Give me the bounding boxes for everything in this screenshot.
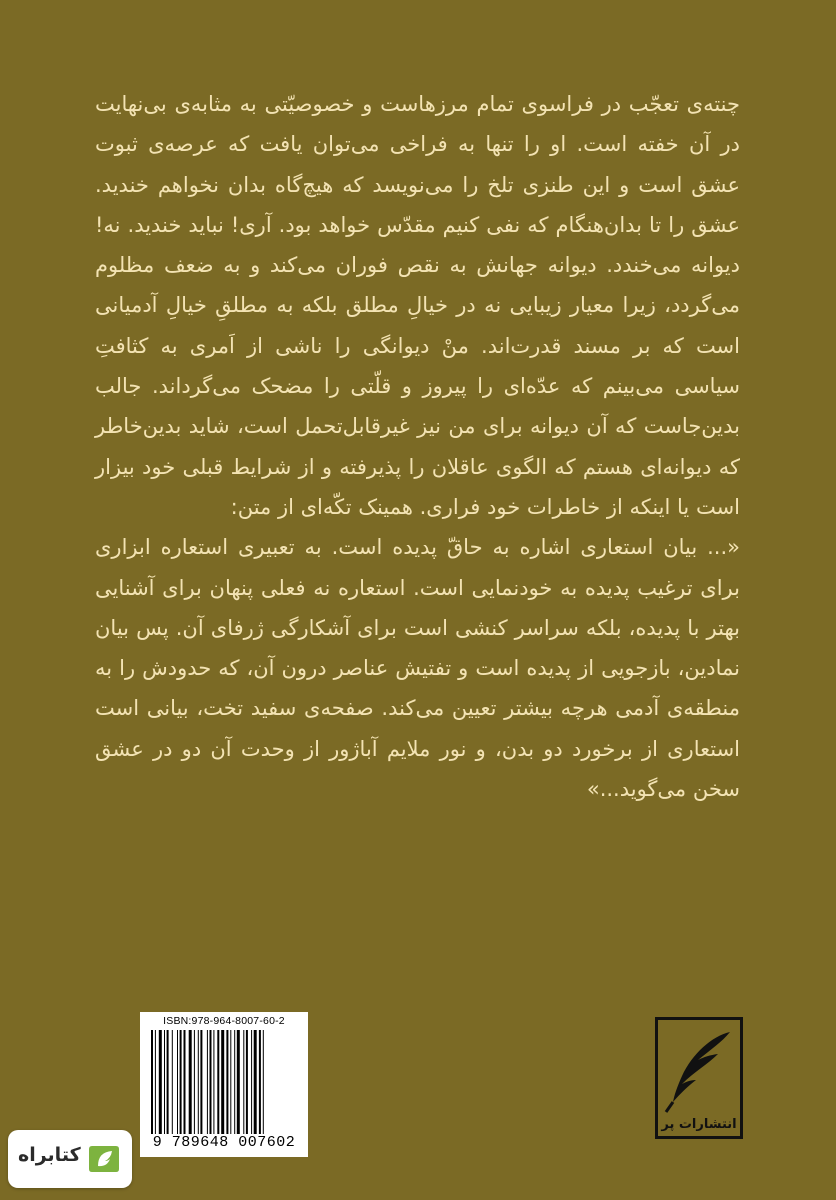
barcode-stripe <box>210 1030 212 1134</box>
barcode-stripe <box>167 1030 169 1134</box>
blurb-text <box>95 84 740 809</box>
ketabrah-logo-icon <box>86 1142 122 1176</box>
barcode-stripe <box>243 1030 244 1134</box>
barcode-stripe <box>194 1030 195 1134</box>
barcode-digits: 9 789648 007602 <box>152 1134 296 1151</box>
barcode-stripe <box>230 1030 231 1134</box>
publisher-logo <box>655 1017 743 1139</box>
ketabrah-watermark <box>8 1130 132 1188</box>
barcode-stripe <box>221 1030 224 1134</box>
barcode-stripe <box>184 1030 186 1134</box>
blurb-paragraph: چنته‌ی تعجّب در فراسوی تمام مرزهاست و خصوصیّتی به مثابه‌ی بی‌نهایت در آن خفته است. او را تنها به فراخی می‌توان یافت که عرصه‌ی ثبوت عشق است و این طنزی تلخ را می‌نویسد که هیچ‌گاه بدان نخواهم خندید. عشق را تا بدان‌هنگام که نفی کنیم مقدّس خواهد بود. آری! نباید خندید. نه! دیوانه می‌خندد. دیوانه جهانش به نقص فوران می‌کند و به ضعف مظلوم می‌گردد، زیرا معیار زیبایی نه در خیالِ مطلق بلکه به مطلقِ خیالِ آدمیانی است که بر مسند قدرت‌اند. منْ دیوانگی را ناشی از اَمری به کثافتِ سیاسی می‌بینم که عدّه‌ای را پیروز و قلّتی را مضحک می‌گرداند. جالب بدین‌جاست که آن دیوانه برای من نیز غیرقابل‌تحمل است، شاید بدین‌خاطر که دیوانه‌ای هستم که الگوی عاقلان را پذیرفته و از شرایط قبلی خود بیزار است یا اینکه از خاطرات خود فراری. همینک تکّه‌ای از متن: <box>95 92 740 519</box>
barcode-stripe <box>226 1030 228 1134</box>
isbn-label: ISBN:978-964-8007-60-2 <box>163 1015 285 1027</box>
watermark-text: کتابراه <box>18 1144 81 1166</box>
barcode-stripe <box>246 1030 248 1134</box>
isbn-barcode <box>140 1012 308 1157</box>
barcode-stripe <box>263 1030 264 1134</box>
quote-paragraph: «... بیان استعاری اشاره به حاقّ پدیده است. به تعبیری استعاره ابزاری برای ترغیب پدیده به خودنمایی است. استعاره نه فعلی پنهان برای آشنایی بهتر با پدیده، بلکه سراسر کنشی است برای آشکارگی ژرفای آن. پس بیان نمادین، بازجویی از پدیده است و تفتیش عناصر درون آن، که حدودش را به منطقه‌ی آدمی هرچه بیشتر تعیین می‌کند. صفحه‌ی سفید تخت، بیانی است استعاری از برخورد دو بدن، و نور ملایم آباژور از وحدت آن دو در عشق سخن می‌گوید...» <box>95 535 740 802</box>
barcode-stripe <box>177 1030 178 1134</box>
barcode-stripe <box>213 1030 214 1134</box>
publisher-name: انتشارات پر <box>661 1117 737 1132</box>
barcode-stripe <box>207 1030 208 1134</box>
barcode-stripe <box>200 1030 202 1134</box>
feather-icon <box>660 1024 738 1116</box>
barcode-stripe <box>180 1030 182 1134</box>
barcode-stripe <box>234 1030 235 1134</box>
barcode-bars <box>149 1030 299 1134</box>
barcode-stripe <box>251 1030 252 1134</box>
barcode-stripe <box>237 1030 240 1134</box>
barcode-stripe <box>198 1030 199 1134</box>
barcode-stripe <box>172 1030 173 1134</box>
barcode-stripe <box>155 1030 156 1134</box>
barcode-stripe <box>217 1030 219 1134</box>
barcode-stripe <box>254 1030 257 1134</box>
barcode-stripe <box>151 1030 153 1134</box>
barcode-stripe <box>189 1030 192 1134</box>
barcode-stripe <box>259 1030 261 1134</box>
barcode-stripe <box>164 1030 165 1134</box>
barcode-stripe <box>159 1030 162 1134</box>
